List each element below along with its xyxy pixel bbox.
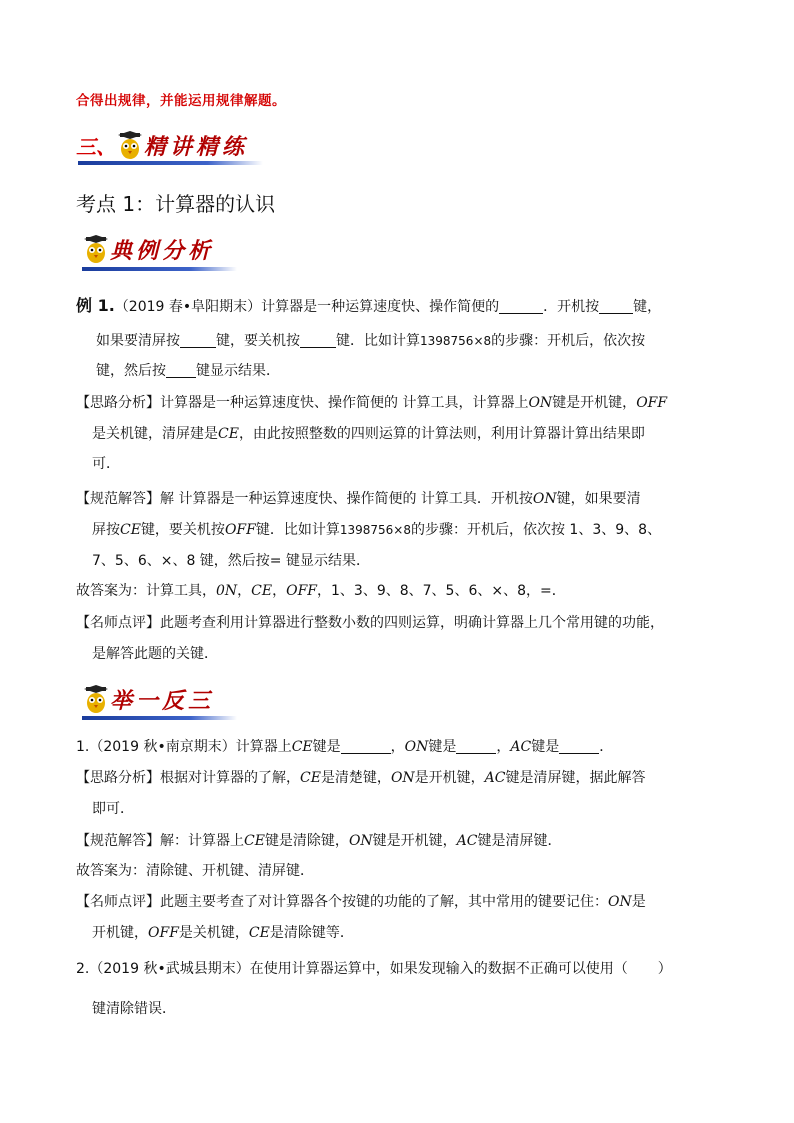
- solution-1-line-3: 7、5、6、×、8 键，然后按= 键显示结果．: [92, 553, 370, 569]
- example-1-line-2: 如果要清屏按 键，要关机按 键．比如计算1398756×8的步骤：开机后，依次按: [96, 333, 646, 349]
- solution-1-line-2: 屏按CE键，要关机按OFF键．比如计算1398756×8的步骤：开机后，依次按 1、3、9、8、: [92, 522, 662, 538]
- q1-solution: 【规范解答】解：计算器上CE键是清除键，ON键是开机键，AC键是清屏键．: [76, 833, 562, 849]
- question-2-line-1: 2.（2019 秋•武城县期末）在使用计算器运算中，如果发现输入的数据不正确可以使用（ ）: [76, 961, 672, 977]
- comment-1-line-1: 【名师点评】此题考查利用计算器进行整数小数的四则运算，明确计算器上几个常用键的功能，: [76, 615, 664, 631]
- owl-mascot-icon: [116, 131, 144, 161]
- blank: [300, 331, 336, 348]
- q1-analysis-line-2: 即可．: [92, 801, 134, 817]
- example-banner: [82, 234, 214, 265]
- section-number: 三、: [76, 135, 116, 159]
- owl-mascot-icon: [82, 235, 110, 265]
- blank: [559, 737, 599, 754]
- comment-1-line-2: 是解答此题的关键．: [92, 646, 218, 662]
- blank: [499, 297, 543, 314]
- example-1-line-1: 例 1.（2019 春•阜阳期末）计算器是一种运算速度快、操作简便的 ．开机按 键，: [76, 296, 662, 315]
- banner-underline: [78, 161, 263, 165]
- analysis-1-line-2: 是关机键，清屏建是CE，由此按照整数的四则运算的计算法则，利用计算器计算出结果即: [92, 426, 645, 442]
- banner-underline: [82, 267, 237, 271]
- owl-mascot-icon: [82, 685, 110, 715]
- banner-underline: [82, 716, 237, 720]
- question-1: 1.（2019 秋•南京期末）计算器上CE键是 ，ON键是 ，AC键是 ．: [76, 739, 614, 755]
- question-2-line-2: 键清除错误．: [92, 1001, 176, 1017]
- q1-comment-line-2: 开机键，OFF是关机键，CE是清除键等．: [92, 925, 354, 941]
- blank: [341, 737, 391, 754]
- kaodian-heading: 考点 1：计算器的认识: [76, 192, 276, 216]
- q1-analysis-line-1: 【思路分析】根据对计算器的了解，CE是清楚键，ON是开机键，AC键是清屏键，据此解答: [76, 770, 646, 786]
- analysis-1-line-1: 【思路分析】计算器是一种运算速度快、操作简便的 计算工具，计算器上ON键是开机键，OFF: [76, 395, 668, 411]
- answer-1: 故答案为：计算工具，0N，CE，OFF，1、3、9、8、7、5、6、×、8，=．: [76, 583, 566, 599]
- example-title: 典例分析: [110, 238, 215, 264]
- blank: [166, 361, 196, 378]
- q1-comment-line-1: 【名师点评】此题主要考查了对计算器各个按键的功能的了解，其中常用的键要记住：ON是: [76, 894, 646, 910]
- section-title: 精讲精练: [144, 134, 249, 160]
- section-banner: [76, 130, 248, 161]
- practice-banner: [82, 684, 214, 715]
- intro-line: 合得出规律，并能运用规律解题。: [76, 93, 286, 109]
- example-1-line-3: 键，然后按 键显示结果．: [96, 363, 280, 379]
- analysis-1-line-3: 可．: [92, 456, 120, 472]
- blank: [456, 737, 496, 754]
- q1-answer: 故答案为：清除键、开机键、清屏键．: [76, 863, 314, 879]
- solution-1-line-1: 【规范解答】解 计算器是一种运算速度快、操作简便的 计算工具．开机按ON键，如果要清: [76, 491, 641, 507]
- blank: [180, 331, 216, 348]
- practice-title: 举一反三: [110, 688, 215, 714]
- blank: [599, 297, 633, 314]
